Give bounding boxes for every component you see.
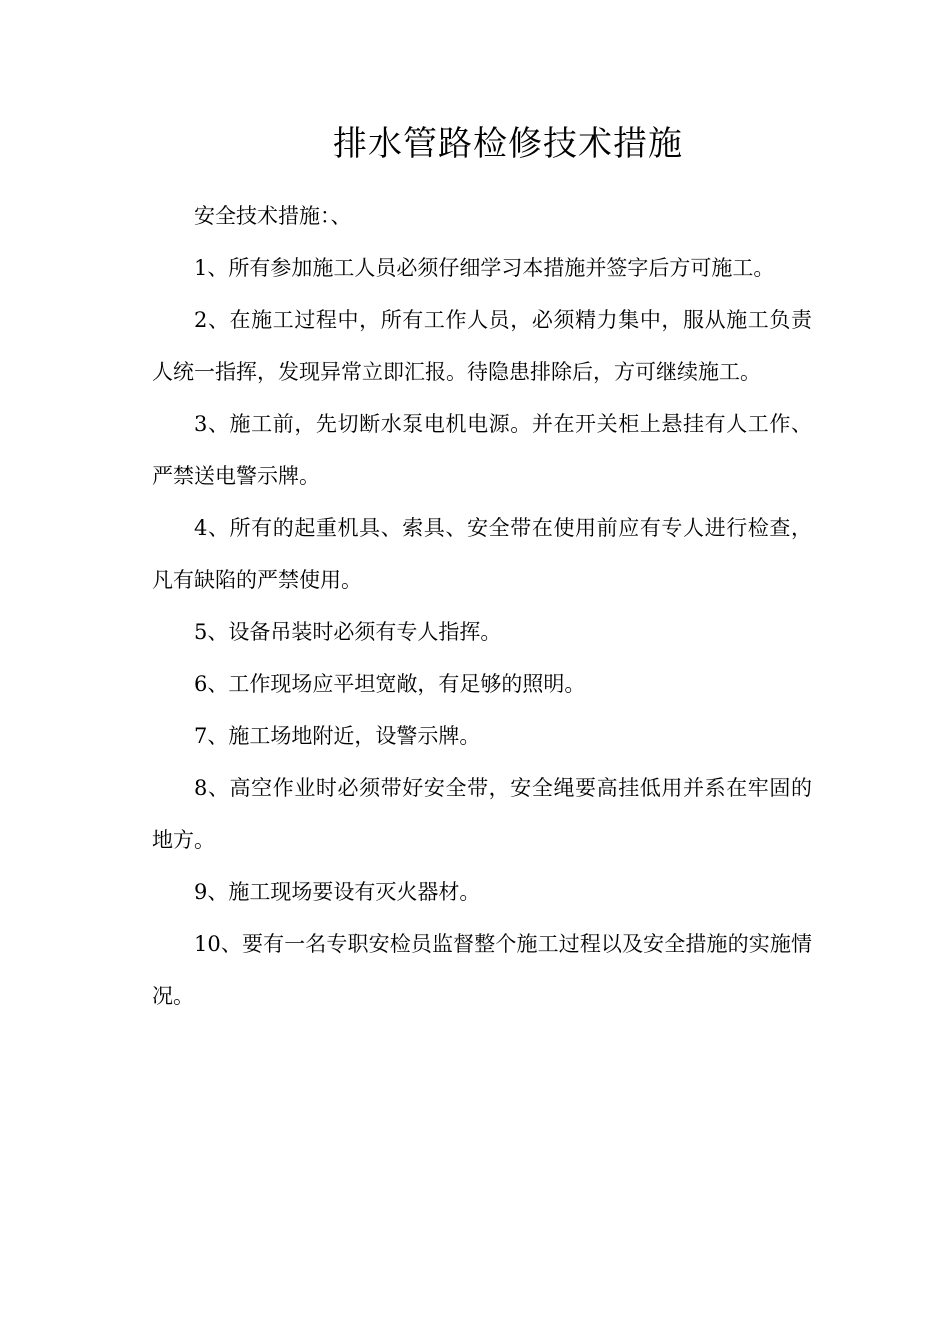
measure-item-1: 1、所有参加施工人员必须仔细学习本措施并签字后方可施工。 (194, 256, 775, 280)
measure-item-3: 3、施工前，先切断水泵电机电源。并在开关柜上悬挂有人工作、严禁送电警示牌。 (152, 412, 812, 488)
measure-item-7: 7、施工场地附近，设警示牌。 (194, 724, 481, 748)
measure-item-6: 6、工作现场应平坦宽敞，有足够的照明。 (194, 672, 586, 696)
measure-item-9: 9、施工现场要设有灭火器材。 (194, 880, 481, 904)
measure-item-5: 5、设备吊装时必须有专人指挥。 (194, 620, 502, 644)
document-title: 排水管路检修技术措施 (333, 124, 683, 164)
document-body (152, 190, 812, 1022)
measure-item-2: 2、在施工过程中，所有工作人员，必须精力集中，服从施工负责人统一指挥，发现异常立即汇报。待隐患排除后，方可继续施工。 (152, 308, 812, 384)
measure-item-8: 8、高空作业时必须带好安全带，安全绳要高挂低用并系在牢固的地方。 (152, 776, 812, 852)
measure-item-4: 4、所有的起重机具、索具、安全带在使用前应有专人进行检查，凡有缺陷的严禁使用。 (152, 516, 812, 592)
measure-item-10: 10、要有一名专职安检员监督整个施工过程以及安全措施的实施情况。 (152, 932, 812, 1008)
section-heading: 安全技术措施：、 (194, 204, 352, 228)
